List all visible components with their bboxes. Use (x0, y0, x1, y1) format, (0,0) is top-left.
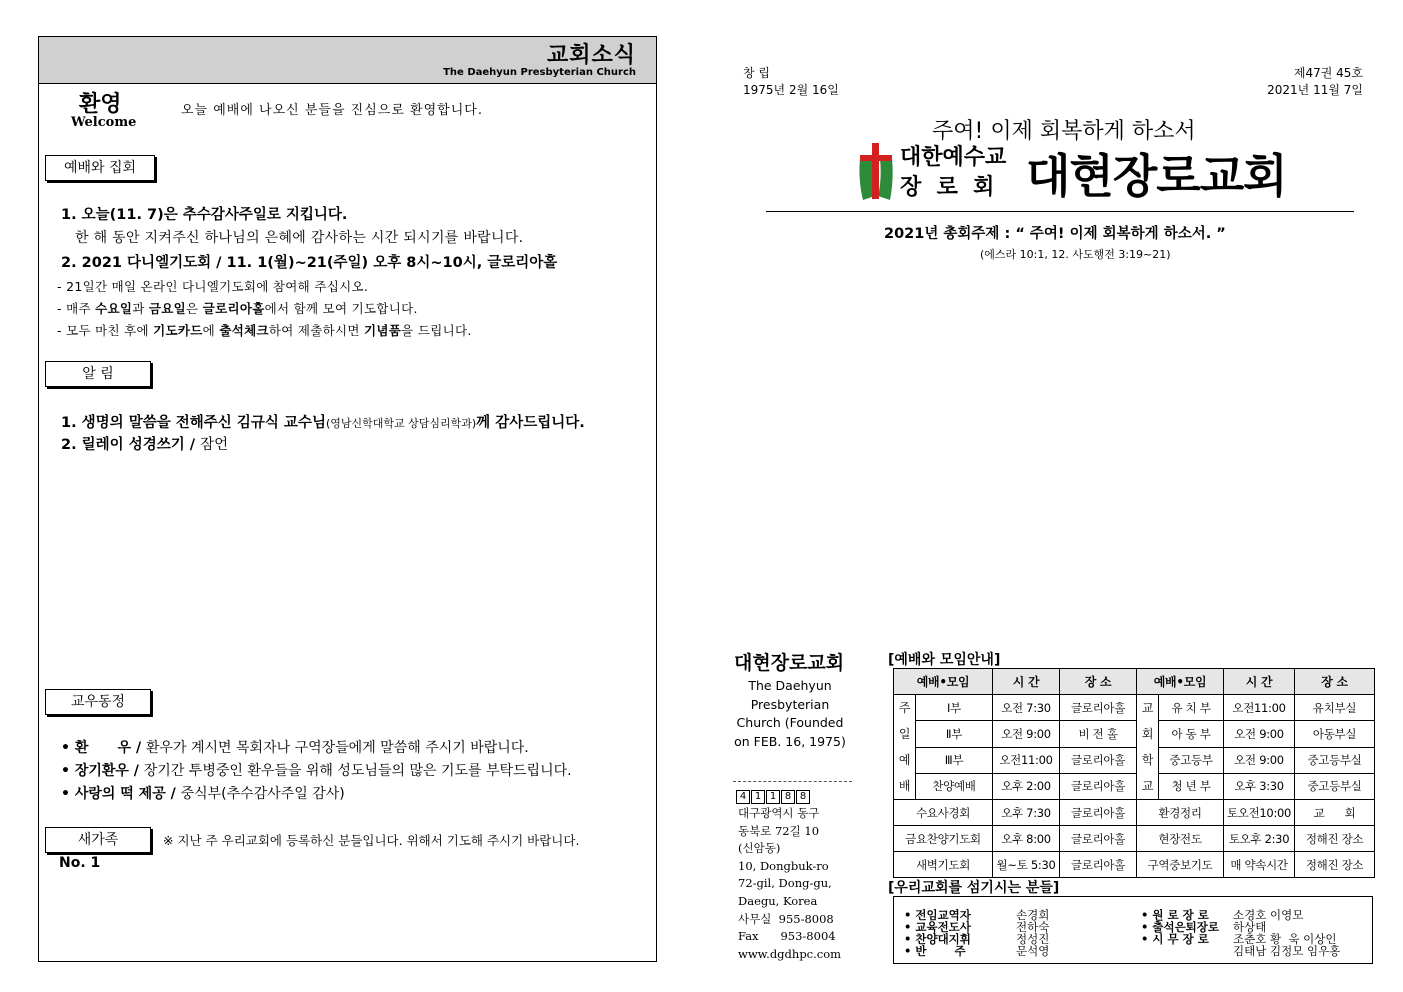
group-char: 배 (898, 779, 911, 793)
section-notice-label: 알 림 (45, 361, 151, 387)
table-cell: Ⅰ부 (916, 695, 993, 721)
table-cell: 오전 9:00 (993, 721, 1060, 747)
founded-date: 1975년 2월 16일 (743, 83, 839, 97)
fax-number: Fax 953-8004 (738, 929, 836, 944)
table-cell: 오전 9:00 (1224, 721, 1295, 747)
group-char: 회 (1141, 727, 1154, 741)
schedule-header-row (894, 669, 1375, 695)
servants-title: [우리교회를 섬기시는 분들] (888, 880, 1060, 896)
worship-detail-3: - 모두 마친 후에 기도카드에 출석체크하여 제출하시면 기념품을 드립니다. (57, 323, 472, 338)
servant-role: • 전임교역자 손경희 (904, 908, 1050, 922)
table-cell: 글로리아홀 (1060, 800, 1137, 826)
members-item-3: • 사랑의 떡 제공 / 중식부(추수감사주일 감사) (61, 786, 345, 802)
welcome-heading-en: Welcome (71, 115, 137, 130)
table-cell: 수요사경회 (894, 800, 993, 826)
servant-role: • 원 로 장 로 소경호 이영모 (1141, 908, 1304, 922)
address-divider (733, 781, 852, 782)
table-cell: 토오후 2:30 (1224, 826, 1295, 852)
theme-scripture: (에스라 10:1, 12. 사도행전 3:19~21) (980, 248, 1171, 261)
servant-role: 김태남 김정모 임우홍 (1233, 944, 1341, 958)
table-cell: 매 약속시간 (1224, 852, 1295, 878)
newfamily-note: ※ 지난 주 우리교회에 등록하신 분들입니다. 위해서 기도해 주시기 바랍니다. (163, 833, 580, 848)
church-name-english: The Daehyun Presbyterian Church (Founded on FEB. 16, 1975) (734, 678, 846, 749)
header-meeting: 예배•모임 (894, 669, 993, 695)
table-cell: 아 동 부 (1159, 721, 1224, 747)
table-cell: Ⅲ부 (916, 747, 993, 773)
members-item-2: • 장기환우 / 장기간 투병중인 환우들을 위해 성도님들의 많은 기도를 부탁드립니다. (61, 763, 572, 779)
worship-detail-2: - 매주 수요일과 금요일은 글로리아홀에서 함께 모여 기도합니다. (57, 301, 418, 316)
schedule-table (893, 668, 1375, 878)
table-cell: 현장전도 (1137, 826, 1224, 852)
table-row (894, 852, 1375, 878)
motto: 주여! 이제 회복하게 하소서 (932, 119, 1196, 144)
table-cell: 새벽기도회 (894, 852, 993, 878)
worship-item-2: 2. 2021 다니엘기도회 / 11. 1(월)~21(주일) 오후 8시~10시, 글로리아홀 (61, 255, 558, 271)
table-cell: 글로리아홀 (1060, 773, 1137, 799)
schedule-title: [예배와 모임안내] (888, 652, 1001, 668)
table-cell: 토오전10:00 (1224, 800, 1295, 826)
section-worship-label: 예배와 집회 (45, 155, 155, 181)
servant-role: • 찬양대지휘 정성진 (904, 932, 1050, 946)
table-cell: 글로리아홀 (1060, 826, 1137, 852)
worship-detail-1: - 21일간 매일 온라인 다니엘기도회에 참여해 주십시오. (57, 279, 369, 294)
postcode-digit: 1 (751, 790, 765, 804)
group-char: 예 (898, 753, 911, 767)
table-cell: 아동부실 (1295, 721, 1375, 747)
group-char: 일 (898, 727, 911, 741)
servants-list (893, 896, 1373, 964)
table-cell: Ⅱ부 (916, 721, 993, 747)
news-header (39, 37, 656, 84)
postcode-digit: 8 (796, 790, 810, 804)
website-link[interactable]: www.dgdhpc.com (738, 946, 842, 961)
members-item-1: • 환 우 / 환우가 계시면 목회자나 구역장들에게 말씀해 주시기 바랍니다. (61, 740, 529, 756)
group-char: 교 (1141, 701, 1154, 715)
address-ko-2: 동북로 72길 10 (738, 823, 820, 838)
masthead-divider (766, 211, 1354, 212)
section-newfamily-label: 새가족 (45, 827, 151, 853)
founded-label: 창 립 (743, 66, 770, 80)
table-cell: 정해진 장소 (1295, 826, 1375, 852)
group-char: 주 (898, 701, 911, 715)
table-cell: 오전 7:30 (993, 695, 1060, 721)
group-char: 학 (1141, 753, 1154, 767)
denomination-line-1: 대한예수교 (900, 145, 1007, 170)
table-cell: 금요찬양기도회 (894, 826, 993, 852)
header-time: 시 간 (1224, 669, 1295, 695)
section-members-label: 교우동정 (45, 689, 151, 715)
table-cell: 글로리아홀 (1060, 695, 1137, 721)
table-row (894, 773, 1375, 799)
table-cell: 청 년 부 (1159, 773, 1224, 799)
notice-item-1: 1. 생명의 말씀을 전해주신 김규식 교수님(영남신학대학교 상담심리학과)께 감사드립니다. (61, 415, 585, 431)
church-name: 대현장로교회 (734, 652, 845, 674)
address-en-3: Daegu, Korea (738, 893, 818, 908)
postcode-digit: 1 (766, 790, 780, 804)
table-cell: 오후 8:00 (993, 826, 1060, 852)
table-cell: 유 치 부 (1159, 695, 1224, 721)
postcode-digit: 8 (781, 790, 795, 804)
general-assembly-theme: 2021년 총회주제 : “ 주여! 이제 회복하게 하소서. ” (884, 226, 1226, 242)
table-cell: 오후 7:30 (993, 800, 1060, 826)
servant-role: • 출석은퇴장로 하상태 (1141, 920, 1267, 934)
table-cell: 오전11:00 (993, 747, 1060, 773)
worship-item-1-sub: 한 해 동안 지켜주신 하나님의 은혜에 감사하는 시간 되시기를 바랍니다. (75, 230, 524, 246)
table-cell: 월~토 5:30 (993, 852, 1060, 878)
news-subtitle: The Daehyun Presbyterian Church (443, 67, 636, 78)
group-char: 교 (1141, 779, 1154, 793)
postcode-digit: 4 (736, 790, 750, 804)
notice-item-2: 2. 릴레이 성경쓰기 / 잠언 (61, 437, 229, 453)
table-row (894, 747, 1375, 773)
news-title: 교회소식 (546, 43, 636, 68)
table-cell: 교 회 (1295, 800, 1375, 826)
table-cell: 찬양예배 (916, 773, 993, 799)
church-school-group (1137, 695, 1159, 800)
table-cell: 중고등부실 (1295, 747, 1375, 773)
table-cell: 오전 9:00 (1224, 747, 1295, 773)
table-cell: 환경정리 (1137, 800, 1224, 826)
issue-date: 2021년 11월 7일 (1267, 83, 1363, 97)
servant-role: • 시 무 장 로 조춘호 황 욱 이상인 (1141, 932, 1337, 946)
servant-role: • 반 주 문석영 (904, 944, 1050, 958)
address-ko-3: (신암동) (738, 841, 781, 856)
table-cell: 오후 2:00 (993, 773, 1060, 799)
sunday-worship-group (894, 695, 916, 800)
header-place: 장 소 (1295, 669, 1375, 695)
worship-item-1: 1. 오늘(11. 7)은 추수감사주일로 지킵니다. (61, 207, 348, 223)
address-block (738, 805, 841, 963)
table-row (894, 721, 1375, 747)
header-time: 시 간 (993, 669, 1060, 695)
table-cell: 중고등부실 (1295, 773, 1375, 799)
table-cell: 오전11:00 (1224, 695, 1295, 721)
welcome-text: 오늘 예배에 나오신 분들을 진심으로 환영합니다. (181, 103, 483, 118)
header-place: 장 소 (1060, 669, 1137, 695)
newfamily-number: No. 1 (59, 855, 101, 871)
table-cell: 글로리아홀 (1060, 852, 1137, 878)
table-cell: 오후 3:30 (1224, 773, 1295, 799)
address-en-1: 10, Dongbuk-ro (738, 858, 829, 873)
address-en-2: 72-gil, Dong-gu, (738, 876, 832, 891)
cross-logo-icon (854, 140, 898, 202)
denomination-line-2: 장 로 회 (900, 175, 995, 200)
postal-code (736, 790, 810, 804)
table-row (894, 695, 1375, 721)
table-row (894, 826, 1375, 852)
volume-number: 제47권 45호 (1293, 66, 1363, 80)
table-cell: 구역중보기도 (1137, 852, 1224, 878)
address-ko-1: 대구광역시 동구 (738, 806, 820, 820)
servant-role: • 교육전도사 전하숙 (904, 920, 1050, 934)
table-cell: 중고등부 (1159, 747, 1224, 773)
office-phone: 사무실 955-8008 (738, 911, 834, 926)
church-name-title: 대현장로교회 (1026, 149, 1287, 203)
church-news-panel (38, 36, 657, 962)
header-meeting: 예배•모임 (1137, 669, 1224, 695)
table-cell: 비 전 홀 (1060, 721, 1137, 747)
table-cell: 유치부실 (1295, 695, 1375, 721)
table-row (894, 800, 1375, 826)
table-cell: 정해진 장소 (1295, 852, 1375, 878)
table-cell: 글로리아홀 (1060, 747, 1137, 773)
welcome-heading: 환영 (79, 92, 122, 117)
